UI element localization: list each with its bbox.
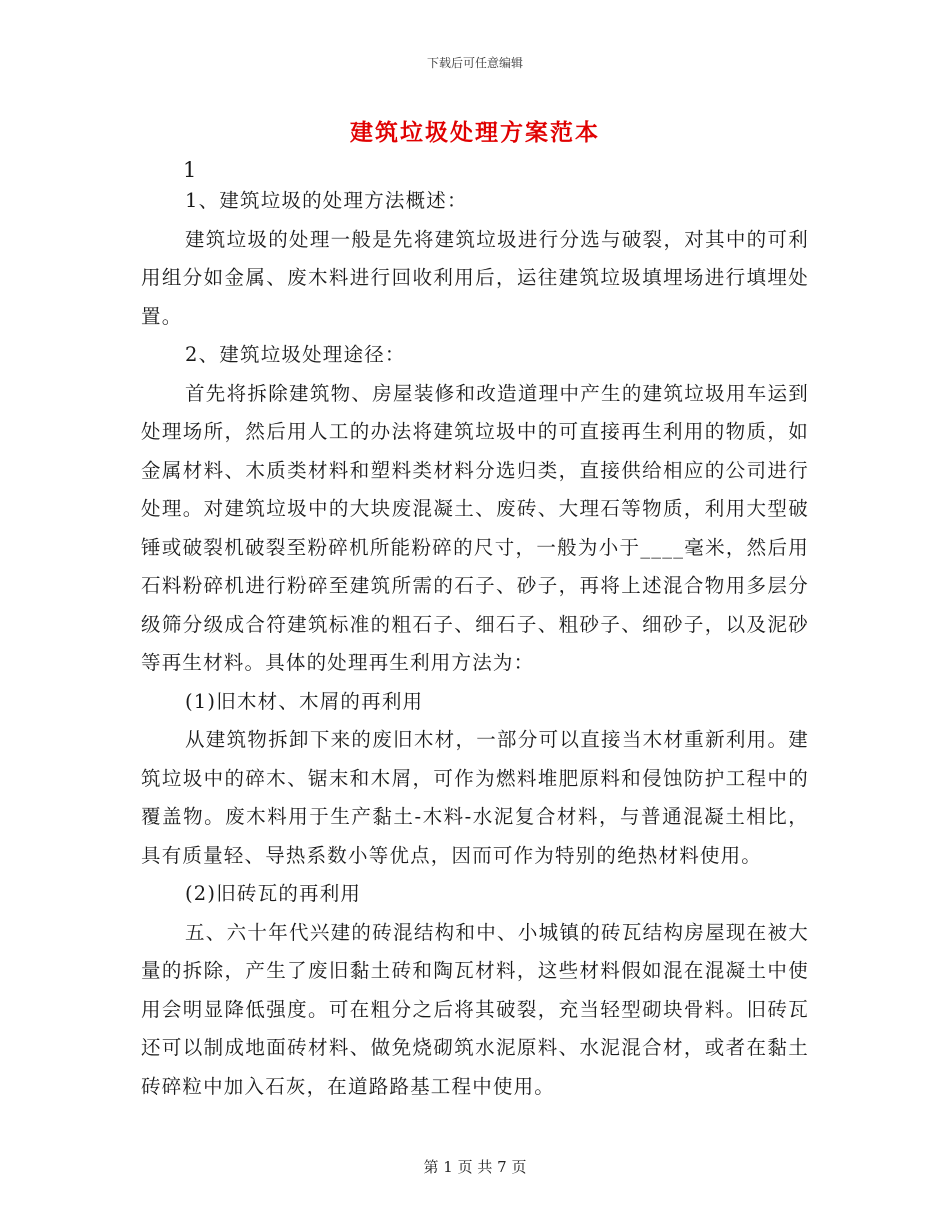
paragraph-overview: 建筑垃圾的处理一般是先将建筑垃圾进行分选与破裂，对其中的可利用组分如金属、废木料进行回收利用后，运往建筑垃圾填埋场进行填埋处置。 xyxy=(141,227,809,328)
section-heading-1: 1、建筑垃圾的处理方法概述： xyxy=(185,189,468,212)
paragraph-wood-reuse: 从建筑物拆卸下来的废旧木材，一部分可以直接当木材重新利用。建筑垃圾中的碎木、锯末和木屑，可作为燃料堆肥原料和侵蚀防护工程中的覆盖物。废木料用于生产黏土-木料-水泥复合材料，与普通混凝土相比，具有质量轻、导热系数小等优点，因而可作为特别的绝热材料使用。 xyxy=(141,728,809,867)
page-marker: 1 xyxy=(183,158,197,182)
subheading-wood-reuse: (1)旧木材、木屑的再利用 xyxy=(185,689,424,713)
header-note: 下载后可任意编辑 xyxy=(426,56,523,70)
paragraph-brick-reuse: 五、六十年代兴建的砖混结构和中、小城镇的砖瓦结构房屋现在被大量的拆除，产生了废旧黏土砖和陶瓦材料，这些材料假如混在混凝土中使用会明显降低强度。可在粗分之后将其破裂，充当轻型砌块骨料。旧砖瓦还可以制成地面砖材料、做免烧砌筑水泥原料、水泥混合材，或者在黏土砖碎粒中加入石灰，在道路路基工程中使用。 xyxy=(141,920,809,1098)
paragraph-processing: 首先将拆除建筑物、房屋装修和改造道理中产生的建筑垃圾用车运到处理场所，然后用人工的办法将建筑垃圾中的可直接再生利用的物质，如金属材料、木质类材料和塑料类材料分选归类，直接供给相应的公司进行处理。对建筑垃圾中的大块废混凝土、废砖、大理石等物质，利用大型破锤或破裂机破裂至粉碎机所能粉碎的尺寸，一般为小于____毫米，然后用石料粉碎机进行粉碎至建筑所需的石子、砂子，再将上述混合物用多层分级筛分级成合符建筑标准的粗石子、细石子、粗砂子、细砂子，以及泥砂等再生材料。具体的处理再生利用方法为： xyxy=(141,381,809,674)
document-title: 建筑垃圾处理方案范本 xyxy=(350,119,600,146)
section-heading-2: 2、建筑垃圾处理途径： xyxy=(185,343,406,366)
page-footer: 第 1 页 共 7 页 xyxy=(423,1158,527,1176)
subheading-brick-reuse: (2)旧砖瓦的再利用 xyxy=(185,882,362,905)
document-body xyxy=(141,182,809,1106)
